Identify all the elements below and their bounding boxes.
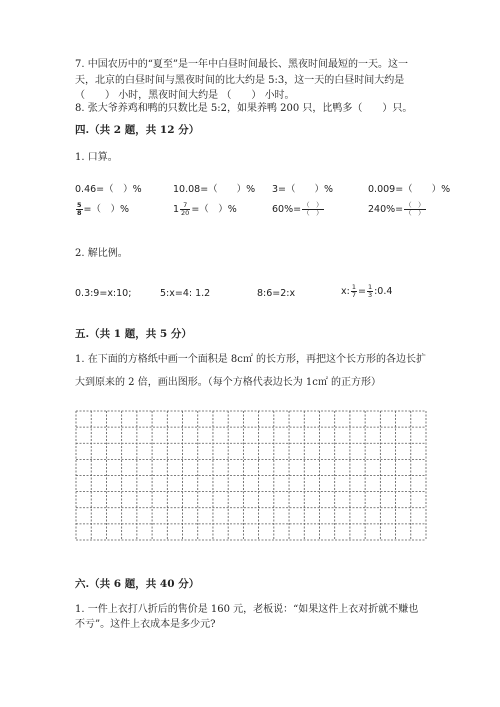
section6-heading: 六.（共 6 题，共 40 分） <box>75 578 200 590</box>
proportion-item: 5:x=4: 1.2 <box>160 288 211 299</box>
section5-line2: 大到原来的 2 倍，画出图形。（每个方格代表边长为 1c㎡ 的正方形） <box>75 377 382 388</box>
oral-calc-item: 240%= $\frac{( )}{( )}$ <box>368 201 425 217</box>
grid-paper[interactable] <box>75 410 427 541</box>
fraction: $\frac{1}{7}$ <box>351 283 356 299</box>
fraction: $\frac{( )}{( )}$ <box>405 201 425 217</box>
section6-line1: 1. 一件上衣打八折后的售价是 160 元，老板说：“如果这件上衣对折就不赚也 <box>75 604 419 615</box>
section6-line2: 不亏”。这件上衣成本是多少元? <box>75 619 216 630</box>
oral-calc-item: 3=（ ）% <box>272 184 334 195</box>
q8-text: 8. 张大爷养鸡和鸭的只数比是 5:2，如果养鸭 200 只，比鸭多（ ）只。 <box>75 103 413 114</box>
answer-blank[interactable]: （ ） <box>75 90 115 101</box>
q7-line1: 7. 中国农历中的“夏至”是一年中白昼时间最长、黑夜时间最短的一天。这一 <box>75 59 408 70</box>
proportion-item: x: $\frac{1}{7}$ = $\frac{1}{3}$ :0.4 <box>341 283 393 299</box>
section5-heading: 五.（共 1 题，共 5 分） <box>75 328 192 340</box>
oral-calc-item: 0.46=（ ）% <box>75 184 142 195</box>
proportion-item: 0.3:9=x:10; <box>75 288 132 299</box>
oral-calc-item: 10.08=（ ）% <box>173 184 256 195</box>
oral-calc-item: 0.009=（ ）% <box>368 184 451 195</box>
section4-heading: 四.（共 2 题，共 12 分） <box>75 124 200 136</box>
q7-line3: （ ） 小时，黑夜时间大约是 （ ） 小时。 <box>75 90 295 101</box>
answer-blank[interactable]: （ ） <box>221 90 262 101</box>
section4-sub1: 1. 口算。 <box>75 152 118 163</box>
proportion-item: 8:6=2:x <box>257 288 296 299</box>
fraction: $\frac{5}{8}$ <box>77 201 82 217</box>
section4-sub2: 2. 解比例。 <box>75 248 128 259</box>
q7-line2: 天，北京的白昼时间与黑夜时间的比大约是 5:3，这一天的白昼时间大约是 <box>75 75 405 86</box>
oral-calc-item: 1 $\frac{7}{20}$ =（ ）% <box>173 201 237 217</box>
oral-calc-item: $\frac{5}{8}$ =（ ）% <box>77 201 130 217</box>
oral-calc-item: 60%= $\frac{( )}{( )}$ <box>272 201 323 217</box>
fraction: $\frac{7}{20}$ <box>181 201 190 217</box>
fraction: $\frac{( )}{( )}$ <box>303 201 323 217</box>
section5-line1: 1. 在下面的方格纸中画一个面积是 8c㎡ 的长方形，再把这个长方形的各边长扩 <box>75 354 427 365</box>
fraction: $\frac{1}{3}$ <box>367 283 373 299</box>
